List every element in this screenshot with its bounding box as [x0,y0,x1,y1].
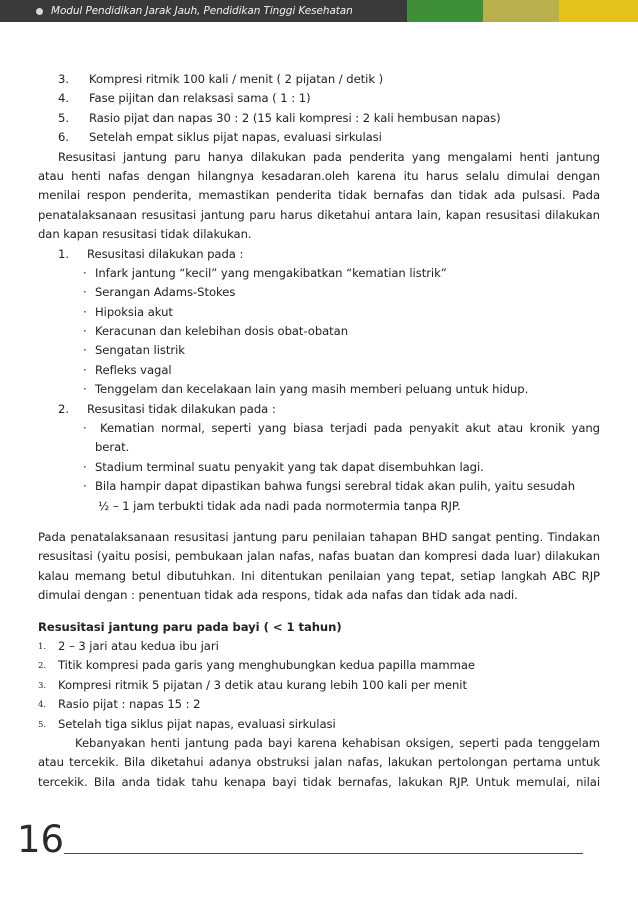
list-item [38,264,600,283]
list-number: 2. [58,401,69,416]
bullet-icon: · [83,265,87,280]
list-item-text: Refleks vagal [95,362,172,377]
page-header [0,0,638,22]
step-number: 5. [38,719,47,730]
step-text: Rasio pijat dan napas 30 : 2 (15 kali kompresi : 2 kali hembusan napas) [89,110,501,125]
bullet-icon: · [83,304,87,319]
bullet-icon: · [83,459,87,474]
bullet-icon: · [83,362,87,377]
list-item-text: Tenggelam dan kecelakaan lain yang masih memberi peluang untuk hidup. [95,382,529,397]
step-text: Kompresi ritmik 100 kali / menit ( 2 pijatan / detik ) [89,72,384,86]
list-heading [38,245,600,264]
step-item [38,676,600,695]
header-title-bar [0,0,407,22]
step-item [38,656,600,675]
list-item [38,419,600,438]
list-item [38,322,600,341]
paragraph-line: resusitasi (yaitu posisi, pembukaan jalan nafas, nafas buatan dan kompresi dada luar) dilakukan [38,549,600,564]
header-title: Modul Pendidikan Jarak Jauh, Pendidikan Tinggi Kesehatan [51,5,353,17]
bullet-icon: · [83,285,87,300]
step-text: Setelah empat siklus pijat napas, evaluasi sirkulasi [89,130,382,145]
bullet-dot-icon [36,8,43,15]
step-text: Rasio pijat : napas 15 : 2 [58,697,201,712]
paragraph-line: dimulai dengan : penentuan tidak ada respons, tidak ada nafas dan tidak ada nadi. [38,588,518,603]
header-olive-block [483,0,559,22]
list-item [38,341,600,360]
bullet-icon: · [83,343,87,358]
step-text: Kompresi ritmik 5 pijatan / 3 detik atau kurang lebih 100 kali per menit [58,677,467,692]
step-item [38,637,600,656]
list-item-text: ½ – 1 jam terbukti tidak ada nadi pada normotermia tanpa RJP. [98,498,461,513]
step-item [38,128,600,147]
bullet-icon: · [83,421,87,436]
list-heading [38,400,600,419]
bullet-icon: · [83,324,87,339]
list-item-text: berat. [95,440,130,455]
step-number: 3. [58,72,69,86]
paragraph-line: tercekik. Bila anda tidak tahu kenapa bayi tidak bernafas, lakukan RJP. Untuk memulai, nilai [38,774,600,789]
step-number: 1. [38,641,47,652]
paragraph-line: kalau memang betul dibutuhkan. Ini ditentukan penilaian yang tepat, setiap langkah ABC RJP [38,568,600,583]
step-item [38,70,600,89]
paragraph-line: menilai respon penderita, memastikan penderita tidak bernafas dan tidak ada pulsasi. Pada [38,188,600,203]
paragraph-line: Pada penatalaksanaan resusitasi jantung paru penilaian tahapan BHD sangat penting. Tindakan [38,529,600,544]
list-item [38,303,600,322]
step-number: 2. [38,661,47,672]
spacer [38,516,600,528]
list-title: Resusitasi dilakukan pada : [87,246,244,261]
page-number: 16 [17,818,65,861]
list-title: Resusitasi tidak dilakukan pada : [87,401,276,416]
step-item [38,109,600,128]
page-body [38,70,600,792]
list-item-text: Kematian normal, seperti yang biasa terjadi pada penyakit akut atau kronik yang [100,421,600,436]
section-heading: Resusitasi jantung paru pada bayi ( < 1 tahun) [38,619,342,634]
list-item-text: Hipoksia akut [95,304,173,319]
list-item-text: Stadium terminal suatu penyakit yang tak dapat disembuhkan lagi. [95,459,484,474]
list-item-continuation [38,497,600,516]
step-number: 4. [58,91,69,106]
header-green-block [407,0,483,22]
paragraph-line: atau tercekik. Bila diketahui adanya obstruksi jalan nafas, lakukan pertolongan pertama untuk [38,755,600,770]
bullet-icon: · [83,479,87,494]
list-item [38,361,600,380]
step-number: 5. [58,110,69,125]
spacer [38,606,600,618]
paragraph-line: Kebanyakan henti jantung pada bayi karena kehabisan oksigen, seperti pada tenggelam [75,735,600,750]
step-item [38,695,600,714]
list-item-continuation [38,438,600,457]
step-item [38,89,600,108]
bullet-icon: · [83,382,87,397]
footer-divider [64,853,583,854]
list-item-text: Keracunan dan kelebihan dosis obat-obatan [95,324,349,339]
list-item [38,458,600,477]
paragraph-line: Resusitasi jantung paru hanya dilakukan pada penderita yang mengalami henti jantung [58,149,600,164]
paragraph-line: penatalaksanaan resusitasi jantung paru harus diketahui antara lain, kapan resusitasi dilakukan [38,207,600,222]
paragraph-line: atau henti nafas dengan hilangnya kesadaran.oleh karena itu harus selalu dimulai dengan [38,168,600,183]
list-item-text: Infark jantung “kecil” yang mengakibatkan “kematian listrik” [95,265,447,280]
list-item-text: Sengatan listrik [95,343,185,358]
list-item [38,477,600,496]
list-item [38,283,600,302]
list-item-text: Serangan Adams-Stokes [95,285,236,300]
paragraph-line: dan kapan resusitasi tidak dilakukan. [38,227,252,242]
step-text: Fase pijitan dan relaksasi sama ( 1 : 1) [89,91,311,106]
list-item [38,380,600,399]
step-number: 4. [38,700,47,711]
header-yellow-block [559,0,638,22]
list-number: 1. [58,246,69,261]
step-item [38,715,600,734]
step-number: 3. [38,680,47,691]
step-text: Setelah tiga siklus pijat napas, evaluasi sirkulasi [58,716,336,731]
list-item-text: Bila hampir dapat dipastikan bahwa fungsi serebral tidak akan pulih, yaitu sesudah [95,479,576,494]
step-number: 6. [58,130,69,145]
step-text: 2 – 3 jari atau kedua ibu jari [58,638,219,653]
step-text: Titik kompresi pada garis yang menghubungkan kedua papilla mammae [58,658,475,673]
